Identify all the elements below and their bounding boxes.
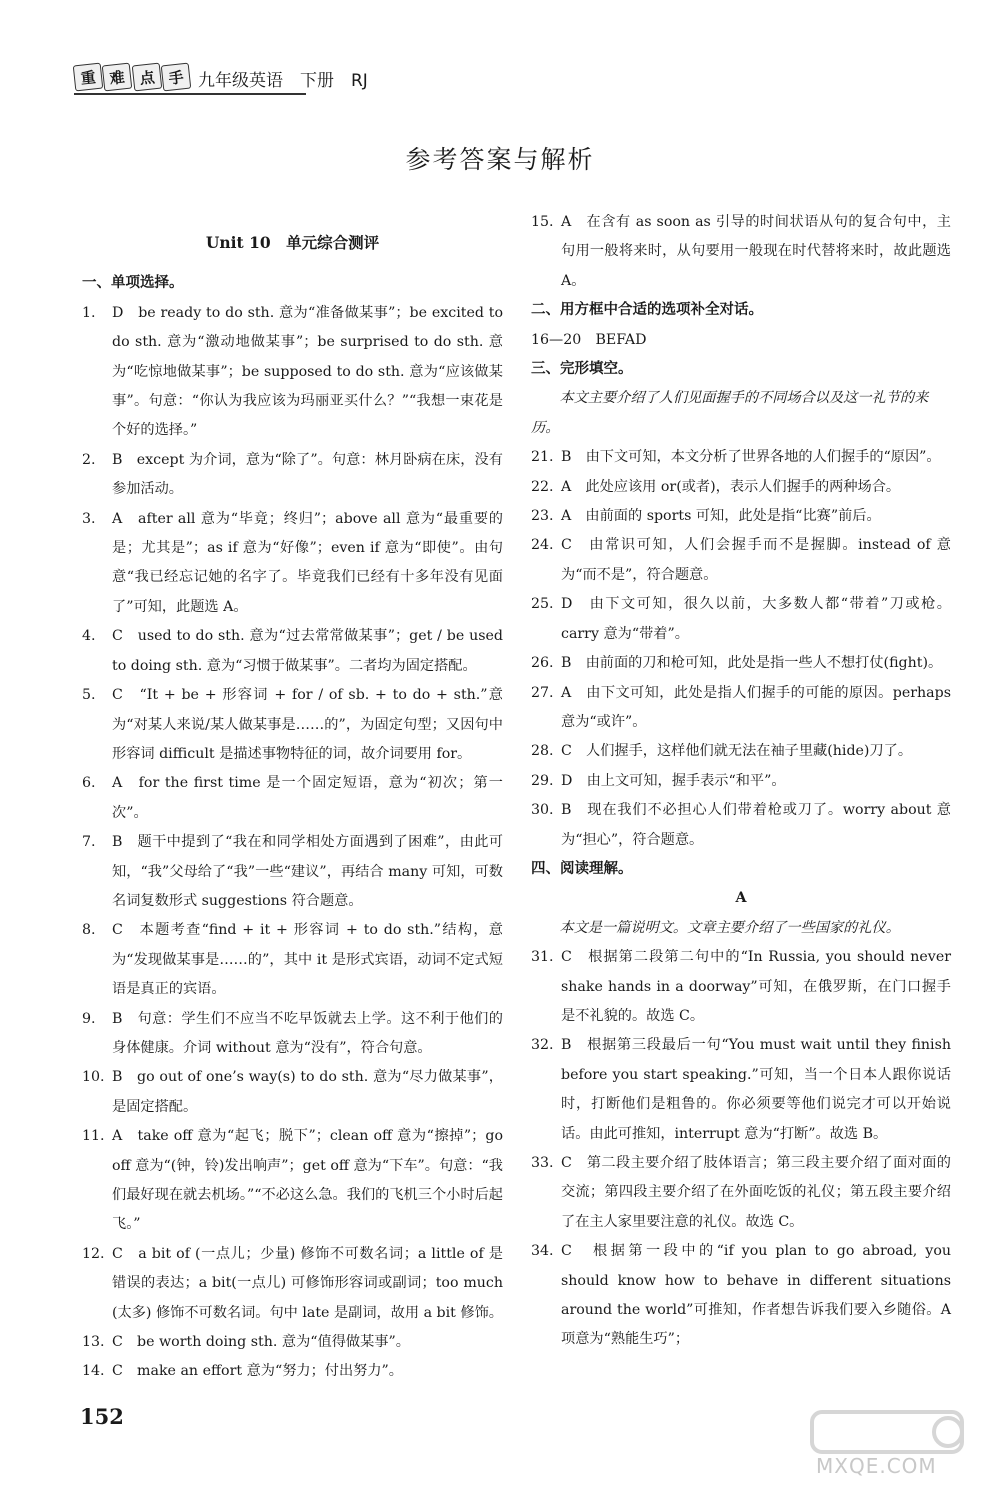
watermark-logo: [800, 1410, 975, 1480]
answer-text: B 现在我们不必担心人们带着枪或刀了。worry about 意为“担心”，符合题意。: [561, 802, 951, 848]
answer-text: C 第二段主要介绍了肢体语言；第三段主要介绍了面对面的交流；第四段主要介绍了在外面吃饭的礼仪；第五段主要介绍了在主人家里要注意的礼仪。故选 C。: [561, 1155, 951, 1230]
answer-text: A take off 意为“起飞；脱下”；clean off 意为“擦掉”；go off 意为“(钟，铃)发出响声”；get off 意为“下车”。句意：“我们最好现在就去机场。”“不必这么急。我们的飞机三个小时后起飞。”: [112, 1128, 503, 1233]
answer-number: 26.: [531, 655, 554, 672]
answer-text: B 由下文可知，本文分析了世界各地的人们握手的“原因”。: [561, 449, 941, 466]
answer-text: C be worth doing sth. 意为“值得做某事”。: [112, 1334, 410, 1351]
logo-char: 手: [160, 63, 191, 92]
answer-item: [531, 502, 951, 531]
answer-item: [82, 916, 503, 1004]
answer-number: 4.: [82, 628, 96, 645]
answer-number: 15.: [531, 214, 554, 230]
answer-number: 23.: [531, 508, 554, 525]
answer-list: [531, 443, 951, 855]
answer-number: 27.: [531, 684, 554, 701]
book-logo: [74, 62, 190, 92]
answer-number: 22.: [531, 478, 554, 495]
answer-text: A after all 意为“毕竟；终归”；above all 意为“最重要的是；尤其是”；as if 意为“好像”；even if 意为“即使”。由句意“我已经忘记她的名字了。毕竟我们已经有十多年没有见面了”可知，此题选 A。: [112, 510, 503, 615]
answer-number: 34.: [531, 1243, 554, 1260]
answer-item: [82, 1005, 503, 1064]
passage-intro: 本文是一篇说明文。文章主要介绍了一些国家的礼仪。: [559, 919, 900, 936]
answer-item: [531, 737, 951, 766]
answer-text: C “It + be + 形容词 + for / of sb. + to do + sth.”意为“对某人来说/某人做某事是……的”，为固定句型；又因句中形容词 difficult 是描述事物特征的词，故介词要用 for。: [112, 687, 503, 762]
book-title: 九年级英语 下册 RJ: [198, 71, 368, 91]
left-column: [82, 228, 503, 1387]
answer-list: [82, 299, 503, 1387]
answer-number: 13.: [82, 1334, 105, 1351]
answer-text: C 人们握手，这样他们就无法在袖子里藏(hide)刀了。: [561, 743, 913, 760]
answer-range: 16—20 BEFAD: [531, 331, 647, 348]
answer-item: [82, 1357, 503, 1386]
page-title: 参考答案与解析: [405, 145, 595, 174]
section-heading: 三、完形填空。: [531, 361, 633, 378]
answer-item: [82, 769, 503, 828]
answer-number: 3.: [82, 510, 96, 527]
answer-item: [82, 1328, 503, 1357]
section-heading: 一、单项选择。: [82, 275, 184, 292]
answer-item: [82, 1063, 503, 1122]
answer-text: C 由常识可知，人们会握手而不是握脚。instead of 意为“而不是”，符合题意。: [561, 537, 951, 583]
section-heading: 二、用方框中合适的选项补全对话。: [531, 302, 763, 319]
answer-item: [531, 679, 951, 738]
answer-number: 30.: [531, 802, 554, 819]
answer-item: [531, 1237, 951, 1355]
answer-number: 11.: [82, 1128, 105, 1145]
answer-text: C make an effort 意为“努力；付出努力”。: [112, 1363, 403, 1380]
answer-text: D 由下文可知，很久以前，大多数人都“带着”刀或枪。carry 意为“带着”。: [561, 596, 951, 642]
answer-list: [531, 943, 951, 1355]
answer-text: D be ready to do sth. 意为“准备做某事”；be excited to do sth. 意为“激动地做某事”；be surprised to do sth. 意为“吃惊地做某事”；be supposed to do sth. 意为“应该做某事”。句意：“你认为我应该为玛丽亚买什么？”“我想一束花是个好的选择。”: [112, 304, 503, 439]
unit-title: Unit 10 单元综合测评: [205, 233, 380, 252]
answer-text: B go out of one’s way(s) to do sth. 意为“尽力做某事”，是固定搭配。: [112, 1069, 503, 1115]
answer-item: [82, 446, 503, 505]
answer-item: [82, 681, 503, 769]
answer-item: [82, 1240, 503, 1328]
answer-item: [82, 1122, 503, 1240]
answer-text: B 由前面的刀和枪可知，此处是指一些人不想打仗(fight)。: [561, 655, 943, 672]
answer-number: 32.: [531, 1037, 554, 1054]
answer-text: B 句意：学生们不应当不吃早饭就去上学。这不利于他们的身体健康。介词 without 意为“没有”，符合句意。: [112, 1010, 503, 1056]
answer-number: 29.: [531, 772, 554, 789]
answer-number: 8.: [82, 922, 96, 939]
passage-letter: A: [735, 890, 747, 907]
answer-number: 24.: [531, 537, 554, 554]
answer-text: D 由上文可知，握手表示“和平”。: [561, 772, 786, 789]
answer-number: 28.: [531, 743, 554, 760]
answer-number: 33.: [531, 1155, 554, 1171]
answer-item: [531, 473, 951, 502]
answer-item: [531, 590, 951, 649]
answer-text: C 根据第二段第二句中的“In Russia, you should never shake hands in a doorway”可知，在俄罗斯，在门口握手是不礼貌的。故选 C。: [561, 949, 951, 1024]
logo-char: 点: [131, 63, 162, 92]
logo-char: 难: [102, 63, 133, 92]
right-column: [531, 208, 951, 1355]
passage-intro: 本文主要介绍了人们见面握手的不同场合以及这一礼节的来历。: [531, 390, 929, 436]
answer-text: B 题干中提到了“我在和同学相处方面遇到了困难”，由此可知，“我”父母给了“我”一些“建议”，再结合 many 可知，可数名词复数形式 suggestions 符合题意。: [112, 834, 503, 909]
page-header: [74, 62, 394, 96]
answer-text: A for the first time 是一个固定短语，意为“初次；第一次”。: [112, 775, 503, 821]
answer-text: B except 为介词，意为“除了”。句意：林月卧病在床，没有参加活动。: [112, 451, 503, 498]
answer-number: 2.: [82, 451, 96, 468]
answer-text: C 根据第一段中的“if you plan to go abroad, you should know how to behave in different situations around the world”可推知，作者想告诉我们要入乡随俗。A 项意为“熟能生巧”；: [561, 1243, 951, 1348]
answer-item: [531, 1149, 951, 1237]
answer-item: [531, 1031, 951, 1149]
answer-text: B 根据第三段最后一句“You must wait until they finish before you start speaking.”可知，当一个日本人跟你说话时，打断他们是粗鲁的。你必须要等他们说完才可以开始说话。由此可推知，interrupt 意为“打断”。故选 B。: [561, 1037, 951, 1142]
answer-text: A 由下文可知，此处是指人们握手的可能的原因。perhaps 意为“或许”。: [561, 684, 951, 730]
answer-item: [531, 443, 951, 472]
answer-number: 7.: [82, 834, 96, 851]
answer-item: [531, 943, 951, 1031]
answer-item: [531, 767, 951, 796]
answer-number: 14.: [82, 1363, 105, 1380]
answer-number: 5.: [82, 687, 96, 704]
answer-text: A 此处应该用 or(或者)，表示人们握手的两种场合。: [561, 478, 901, 495]
answer-text: C a bit of (一点儿；少量) 修饰不可数名词；a little of 是错误的表达；a bit(一点儿) 可修饰形容词或副词；too much (太多) 修饰不可数名词。句中 late 是副词，故用 a bit 修饰。: [112, 1245, 503, 1321]
answer-text: A 由前面的 sports 可知，此处是指“比赛”前后。: [561, 508, 881, 525]
answer-item: [82, 622, 503, 681]
answer-item: [531, 531, 951, 590]
answer-text: A 在含有 as soon as 引导的时间状语从句的复合句中，主句用一般将来时，从句要用一般现在时代替将来时，故此题选 A。: [561, 214, 951, 289]
answer-text: C used to do sth. 意为“过去常常做某事”；get / be used to doing sth. 意为“习惯于做某事”。二者均为固定搭配。: [112, 628, 503, 674]
answer-number: 12.: [82, 1245, 105, 1262]
header-rule: [74, 93, 306, 95]
logo-char: 重: [73, 63, 104, 92]
answer-number: 25.: [531, 596, 554, 613]
answer-item: [82, 299, 503, 446]
answer-item: [82, 828, 503, 916]
answer-item: [531, 208, 951, 296]
answer-item: [82, 505, 503, 623]
answer-number: 10.: [82, 1069, 105, 1086]
section-heading: 四、阅读理解。: [531, 860, 633, 877]
answer-item: [531, 649, 951, 678]
answer-number: 1.: [82, 304, 96, 321]
answer-number: 21.: [531, 449, 554, 466]
answer-text: C 本题考查“find + it + 形容词 + to do sth.”结构，意为“发现做某事是……的”，其中 it 是形式宾语，动词不定式短语是真正的宾语。: [112, 922, 503, 998]
answer-number: 9.: [82, 1010, 96, 1027]
answer-number: 31.: [531, 949, 554, 966]
watermark-text: MXQE.COM: [816, 1454, 937, 1478]
answer-item: [531, 796, 951, 855]
answer-number: 6.: [82, 775, 96, 792]
page-number: 152: [80, 1404, 124, 1429]
